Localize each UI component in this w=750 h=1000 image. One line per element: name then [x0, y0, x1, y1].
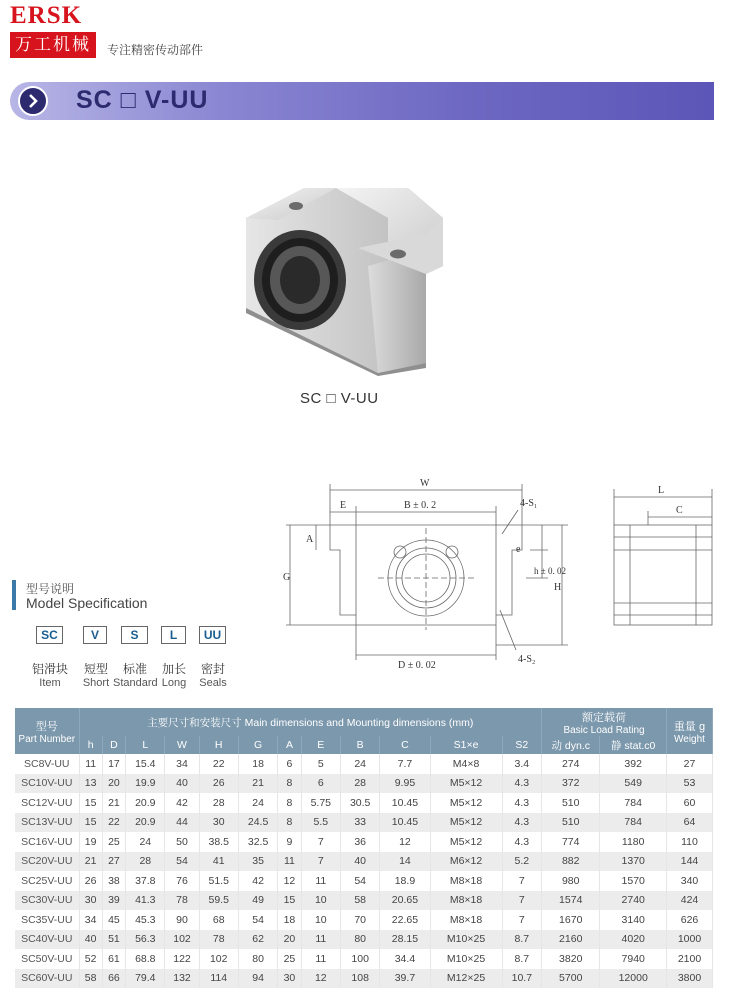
product-image — [238, 178, 450, 376]
model-spec-title-en: Model Specification — [26, 595, 148, 611]
table-cell: 76 — [165, 871, 199, 891]
label-s2: 4-S₂ — [518, 654, 536, 665]
table-cell: 7 — [301, 832, 340, 852]
table-cell: 11 — [301, 949, 340, 969]
table-cell: 56.3 — [126, 930, 165, 950]
table-cell: 28 — [126, 852, 165, 872]
table-cell: 25 — [102, 832, 125, 852]
table-cell: 19 — [79, 832, 102, 852]
table-cell: 1574 — [542, 891, 600, 911]
table-cell: 22 — [199, 754, 238, 774]
weight-header — [667, 708, 713, 754]
table-cell: 58 — [340, 891, 379, 911]
column-header: S2 — [502, 736, 541, 754]
table-cell: 21 — [79, 852, 102, 872]
table-cell: 40 — [340, 852, 379, 872]
label-h: h ± 0. 02 — [534, 566, 566, 576]
label-c: C — [676, 505, 683, 516]
table-cell: 24 — [340, 754, 379, 774]
table-cell: 8 — [278, 774, 301, 794]
table-cell: 510 — [542, 813, 600, 833]
table-cell: 11 — [301, 871, 340, 891]
label-g: G — [283, 572, 291, 583]
table-cell: 33 — [340, 813, 379, 833]
table-cell: 19.9 — [126, 774, 165, 794]
column-header: L — [126, 736, 165, 754]
table-cell: 40 — [79, 930, 102, 950]
table-cell: 21 — [238, 774, 277, 794]
model-spec-title-cn: 型号说明 — [26, 582, 75, 596]
column-header: 动 dyn.c — [542, 736, 600, 754]
main-dimensions-header: 主要尺寸和安装尺寸 Main dimensions and Mounting dimensions (mm) — [79, 708, 542, 736]
brand-name: ERSK — [10, 2, 83, 29]
code-box-short: V — [83, 626, 107, 644]
table-cell: 549 — [600, 774, 667, 794]
table-cell: 30 — [199, 813, 238, 833]
weight-header-cn: 重量 g — [673, 720, 706, 733]
label-b: B ± 0. 2 — [404, 500, 437, 511]
column-header: S1×e — [430, 736, 502, 754]
table-cell: 37.8 — [126, 871, 165, 891]
table-cell: 15 — [79, 813, 102, 833]
column-header: h — [79, 736, 102, 754]
table-row — [15, 969, 713, 989]
table-cell: 28 — [199, 793, 238, 813]
table-cell: 27 — [102, 852, 125, 872]
label-e-small: e — [516, 544, 521, 555]
table-row — [15, 774, 713, 794]
table-cell: 50 — [165, 832, 199, 852]
table-cell: 36 — [340, 832, 379, 852]
table-cell: 9.95 — [380, 774, 430, 794]
table-cell: 13 — [79, 774, 102, 794]
part-number-cell: SC10V-UU — [15, 774, 79, 794]
table-cell: 10 — [301, 891, 340, 911]
table-cell: 25 — [278, 949, 301, 969]
table-cell: M8×18 — [430, 910, 502, 930]
table-cell: 44 — [165, 813, 199, 833]
weight-header-en: Weight — [674, 733, 705, 745]
table-cell: 26 — [79, 871, 102, 891]
table-cell: 41 — [199, 852, 238, 872]
section-marker — [12, 580, 16, 610]
column-header: D — [102, 736, 125, 754]
table-cell: 54 — [165, 852, 199, 872]
table-cell: 62 — [238, 930, 277, 950]
table-cell: 39 — [102, 891, 125, 911]
label-a: A — [306, 534, 314, 545]
table-cell: 5 — [301, 754, 340, 774]
table-cell: 9 — [278, 832, 301, 852]
part-header-en: Part Number — [18, 733, 76, 745]
table-cell: 15 — [79, 793, 102, 813]
table-cell: 26 — [199, 774, 238, 794]
code-label-standard-cn: 标准 — [122, 662, 147, 676]
table-cell: 5.2 — [502, 852, 541, 872]
part-number-cell: SC35V-UU — [15, 910, 79, 930]
table-cell: 2160 — [542, 930, 600, 950]
table-cell: 11 — [278, 852, 301, 872]
table-cell: 45.3 — [126, 910, 165, 930]
table-cell: 24 — [238, 793, 277, 813]
load-header-cn: 额定载荷 — [582, 711, 627, 724]
table-cell: 424 — [667, 891, 713, 911]
table-row — [15, 852, 713, 872]
table-cell: M5×12 — [430, 813, 502, 833]
front-view-drawing — [280, 470, 580, 680]
column-header: H — [199, 736, 238, 754]
table-cell: 1180 — [600, 832, 667, 852]
table-cell: 12000 — [600, 969, 667, 989]
part-number-cell: SC20V-UU — [15, 852, 79, 872]
side-view-drawing — [600, 475, 730, 665]
part-number-cell: SC8V-UU — [15, 754, 79, 774]
table-cell: 2100 — [667, 949, 713, 969]
table-cell: 38.5 — [199, 832, 238, 852]
code-label-short-cn: 短型 — [83, 662, 108, 676]
label-e: E — [340, 500, 347, 511]
table-cell: 34 — [165, 754, 199, 774]
code-label-item-en: Item — [39, 677, 61, 689]
table-cell: 7 — [502, 871, 541, 891]
table-row — [15, 793, 713, 813]
table-cell: 20 — [278, 930, 301, 950]
table-cell: 24.5 — [238, 813, 277, 833]
table-cell: 10.45 — [380, 813, 430, 833]
table-cell: 4.3 — [502, 832, 541, 852]
column-header: B — [340, 736, 379, 754]
table-cell: 132 — [165, 969, 199, 989]
table-cell: 7 — [301, 852, 340, 872]
table-cell: 5700 — [542, 969, 600, 989]
load-rating-header — [542, 708, 667, 736]
table-cell: 34.4 — [380, 949, 430, 969]
table-cell: 32.5 — [238, 832, 277, 852]
table-cell: 20 — [102, 774, 125, 794]
table-cell: 784 — [600, 793, 667, 813]
table-cell: 68 — [199, 910, 238, 930]
table-cell: 52 — [79, 949, 102, 969]
code-box-standard: S — [121, 626, 148, 644]
table-cell: M6×12 — [430, 852, 502, 872]
table-cell: 11 — [79, 754, 102, 774]
table-cell: 51 — [102, 930, 125, 950]
table-cell: 54 — [340, 871, 379, 891]
table-cell: 30.5 — [340, 793, 379, 813]
part-number-cell: SC25V-UU — [15, 871, 79, 891]
table-cell: 5.5 — [301, 813, 340, 833]
table-cell: 4.3 — [502, 813, 541, 833]
part-number-cell: SC12V-UU — [15, 793, 79, 813]
table-cell: 34 — [79, 910, 102, 930]
table-cell: 1570 — [600, 871, 667, 891]
table-cell: 626 — [667, 910, 713, 930]
table-cell: 30 — [278, 969, 301, 989]
table-cell: M12×25 — [430, 969, 502, 989]
table-cell: 4020 — [600, 930, 667, 950]
table-cell: 70 — [340, 910, 379, 930]
column-header: C — [380, 736, 430, 754]
table-cell: 39.7 — [380, 969, 430, 989]
table-cell: 5.75 — [301, 793, 340, 813]
part-header-cn: 型号 — [35, 720, 58, 733]
table-cell: 66 — [102, 969, 125, 989]
table-cell: 59.5 — [199, 891, 238, 911]
column-header: 静 stat.c0 — [600, 736, 667, 754]
code-label-seals-cn: 密封 — [200, 662, 225, 676]
table-cell: 3.4 — [502, 754, 541, 774]
table-cell: 90 — [165, 910, 199, 930]
table-cell: 1670 — [542, 910, 600, 930]
table-cell: 49 — [238, 891, 277, 911]
table-cell: 40 — [165, 774, 199, 794]
table-cell: 28.15 — [380, 930, 430, 950]
table-cell: 61 — [102, 949, 125, 969]
table-cell: 42 — [165, 793, 199, 813]
table-cell: 110 — [667, 832, 713, 852]
table-cell: 42 — [238, 871, 277, 891]
part-number-cell: SC16V-UU — [15, 832, 79, 852]
code-box-long: L — [161, 626, 186, 644]
table-cell: 784 — [600, 813, 667, 833]
table-cell: 144 — [667, 852, 713, 872]
table-cell: 30 — [79, 891, 102, 911]
table-cell: 8.7 — [502, 949, 541, 969]
table-cell: 15 — [278, 891, 301, 911]
table-cell: 15.4 — [126, 754, 165, 774]
table-cell: 18.9 — [380, 871, 430, 891]
code-label-standard-en: Standard — [113, 677, 158, 689]
column-header: E — [301, 736, 340, 754]
label-d: D ± 0. 02 — [398, 660, 436, 671]
load-header-en: Basic Load Rating — [563, 724, 645, 736]
table-cell: 108 — [340, 969, 379, 989]
table-row — [15, 930, 713, 950]
table-cell: 102 — [199, 949, 238, 969]
table-cell: 3140 — [600, 910, 667, 930]
table-cell: 7 — [502, 891, 541, 911]
table-cell: 12 — [380, 832, 430, 852]
table-cell: 20.9 — [126, 793, 165, 813]
column-header: G — [238, 736, 277, 754]
product-caption: SC □ V-UU — [300, 390, 379, 407]
table-cell: M4×8 — [430, 754, 502, 774]
table-cell: 80 — [238, 949, 277, 969]
table-cell: 22.65 — [380, 910, 430, 930]
code-label-long-cn: 加长 — [161, 662, 186, 676]
table-cell: 340 — [667, 871, 713, 891]
table-cell: 510 — [542, 793, 600, 813]
table-cell: 12 — [278, 871, 301, 891]
table-cell: 20.65 — [380, 891, 430, 911]
code-box-item: SC — [36, 626, 63, 644]
table-cell: 18 — [278, 910, 301, 930]
table-header-row-top — [15, 708, 713, 736]
table-cell: 51.5 — [199, 871, 238, 891]
table-cell: 28 — [340, 774, 379, 794]
table-cell: 8.7 — [502, 930, 541, 950]
table-cell: 100 — [340, 949, 379, 969]
table-cell: 7 — [502, 910, 541, 930]
table-cell: M5×12 — [430, 832, 502, 852]
table-cell: 6 — [278, 754, 301, 774]
code-label-short-en: Short — [82, 677, 110, 689]
table-cell: 38 — [102, 871, 125, 891]
table-row — [15, 754, 713, 774]
table-cell: 24 — [126, 832, 165, 852]
table-cell: M10×25 — [430, 949, 502, 969]
table-cell: M8×18 — [430, 871, 502, 891]
table-cell: 79.4 — [126, 969, 165, 989]
table-cell: 4.3 — [502, 793, 541, 813]
table-row — [15, 832, 713, 852]
table-cell: 54 — [238, 910, 277, 930]
table-cell: 53 — [667, 774, 713, 794]
part-number-cell: SC30V-UU — [15, 891, 79, 911]
table-cell: 12 — [301, 969, 340, 989]
table-cell: 6 — [301, 774, 340, 794]
table-cell: 774 — [542, 832, 600, 852]
table-cell: 58 — [79, 969, 102, 989]
table-cell: 10.45 — [380, 793, 430, 813]
label-w: W — [420, 478, 430, 489]
table-cell: 80 — [340, 930, 379, 950]
table-row — [15, 891, 713, 911]
brand-name-cn: 万工机械 — [10, 32, 96, 58]
table-cell: M5×12 — [430, 774, 502, 794]
table-cell: 114 — [199, 969, 238, 989]
table-cell: 8 — [278, 813, 301, 833]
table-cell: M5×12 — [430, 793, 502, 813]
table-cell: 372 — [542, 774, 600, 794]
part-number-cell: SC60V-UU — [15, 969, 79, 989]
table-cell: M8×18 — [430, 891, 502, 911]
table-cell: 8 — [278, 793, 301, 813]
table-cell: 102 — [165, 930, 199, 950]
table-cell: 2740 — [600, 891, 667, 911]
table-cell: 45 — [102, 910, 125, 930]
table-cell: 10 — [301, 910, 340, 930]
table-cell: 18 — [238, 754, 277, 774]
part-number-cell: SC40V-UU — [15, 930, 79, 950]
table-cell: 7.7 — [380, 754, 430, 774]
table-cell: 11 — [301, 930, 340, 950]
code-label-long-en: Long — [161, 677, 187, 689]
table-cell: 882 — [542, 852, 600, 872]
table-cell: 64 — [667, 813, 713, 833]
title-bar — [10, 82, 714, 120]
table-cell: 3800 — [667, 969, 713, 989]
table-cell: 78 — [199, 930, 238, 950]
table-cell: 274 — [542, 754, 600, 774]
column-header: W — [165, 736, 199, 754]
chevron-right-icon — [18, 86, 48, 116]
table-cell: 60 — [667, 793, 713, 813]
part-number-cell: SC13V-UU — [15, 813, 79, 833]
table-cell: 14 — [380, 852, 430, 872]
part-number-header — [15, 708, 79, 754]
table-cell: 35 — [238, 852, 277, 872]
table-header-row-columns — [15, 736, 713, 754]
table-cell: 3820 — [542, 949, 600, 969]
brand-logo — [10, 4, 96, 58]
table-cell: 4.3 — [502, 774, 541, 794]
dimensions-table — [15, 708, 713, 988]
table-cell: 27 — [667, 754, 713, 774]
table-cell: 10.7 — [502, 969, 541, 989]
table-cell: 21 — [102, 793, 125, 813]
table-cell: 392 — [600, 754, 667, 774]
table-cell: 41.3 — [126, 891, 165, 911]
code-label-seals-en: Seals — [199, 677, 227, 689]
code-box-seals: UU — [199, 626, 226, 644]
brand-tagline: 专注精密传动部件 — [107, 43, 204, 57]
table-cell: 68.8 — [126, 949, 165, 969]
table-cell: 1000 — [667, 930, 713, 950]
label-l: L — [658, 485, 665, 496]
table-cell: 122 — [165, 949, 199, 969]
table-row — [15, 813, 713, 833]
table-cell: 7940 — [600, 949, 667, 969]
table-row — [15, 910, 713, 930]
label-s1: 4-S₁ — [520, 498, 538, 509]
table-cell: 78 — [165, 891, 199, 911]
table-body — [15, 754, 713, 988]
table-row — [15, 949, 713, 969]
part-number-cell: SC50V-UU — [15, 949, 79, 969]
code-label-item-cn: 铝滑块 — [31, 662, 68, 676]
column-header: A — [278, 736, 301, 754]
table-cell: 1370 — [600, 852, 667, 872]
table-cell: 980 — [542, 871, 600, 891]
table-cell: 22 — [102, 813, 125, 833]
table-cell: 20.9 — [126, 813, 165, 833]
table-cell: 17 — [102, 754, 125, 774]
table-row — [15, 871, 713, 891]
table-cell: M10×25 — [430, 930, 502, 950]
page-title: SC □ V-UU — [76, 86, 209, 114]
table-cell: 94 — [238, 969, 277, 989]
label-h-big: H — [554, 582, 562, 593]
